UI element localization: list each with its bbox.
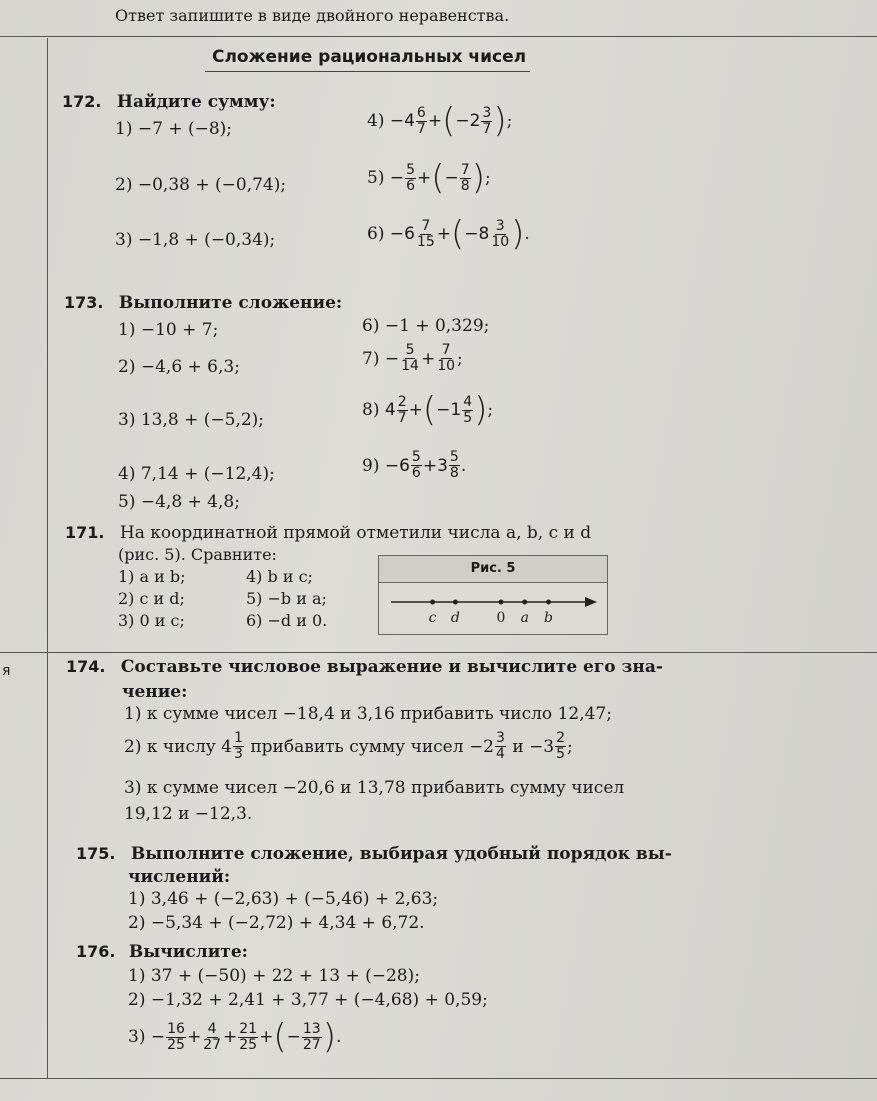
section-title-underline — [205, 71, 530, 72]
item-174-2: 2) к числу 4 $\frac{1}{3}$ прибавить сумму чисел −2 $\frac{3}{4}$ и −3 $\frac{2}{5}$ ; — [124, 730, 573, 762]
item-175-1: 1) 3,46 + (−2,63) + (−5,46) + 2,63; — [128, 889, 439, 909]
exercise-number: 172. — [62, 92, 102, 111]
exercise-176 — [76, 942, 248, 962]
fraction: $\frac{16}{25}$ — [167, 1020, 185, 1053]
fraction: $\frac{5}{8}$ — [449, 449, 459, 481]
item-175-2: 2) −5,34 + (−2,72) + 4,34 + 6,72. — [128, 913, 425, 933]
number-line-point — [430, 600, 435, 605]
exercise-175 — [76, 844, 672, 864]
item-173-5: 5) −4,8 + 4,8; — [118, 492, 240, 512]
exercise-number: 175. — [76, 844, 116, 863]
exercise-prompt: На координатной прямой отметили числа a, b, c и d — [119, 523, 592, 543]
number-line-label: c — [428, 610, 437, 626]
exercise-172 — [62, 92, 276, 112]
exercise-prompt: Вычислите: — [128, 942, 248, 962]
item-172-2: 2) −0,38 + (−0,74); — [115, 175, 287, 195]
fraction: $\frac{4}{5}$ — [463, 393, 473, 426]
fraction: $\frac{7}{15}$ — [416, 217, 435, 250]
item-171-4: 4) b и c; — [246, 567, 313, 586]
number-line-label: a — [520, 610, 529, 626]
exercise-number: 171. — [65, 523, 105, 542]
fraction: $\frac{3}{4}$ — [496, 730, 505, 762]
fraction: $\frac{4}{27}$ — [203, 1020, 222, 1053]
item-172-4: 4) −4 $\frac{6}{7}$ + ( −2 $\frac{3}{7}$ ) ; — [367, 101, 513, 141]
fraction: $\frac{5}{6}$ — [411, 449, 421, 481]
exercise-171 — [65, 523, 591, 543]
item-173-1: 1) −10 + 7; — [118, 320, 219, 340]
number-line-point — [453, 600, 458, 605]
figure-title: Рис. 5 — [379, 556, 607, 583]
fraction: $\frac{13}{27}$ — [302, 1020, 321, 1053]
exercise-number: 173. — [64, 293, 104, 312]
item-174-1: 1) к сумме чисел −18,4 и 3,16 прибавить число 12,47; — [124, 704, 612, 724]
figure-5 — [378, 555, 608, 635]
item-173-7: 7) − $\frac{5}{14}$ + $\frac{7}{10}$ ; — [362, 342, 463, 374]
exercise-prompt-cont: чение: — [122, 682, 188, 702]
item-173-9: 9) −6 $\frac{5}{6}$ + 3 $\frac{5}{8}$ . — [362, 449, 467, 481]
item-171-2: 2) c и d; — [118, 589, 185, 608]
item-173-3: 3) 13,8 + (−5,2); — [118, 410, 265, 430]
item-172-6: 6) −6 $\frac{7}{15}$ + ( −8 $\frac{3}{10}$ ) . — [367, 214, 530, 254]
fraction: $\frac{2}{5}$ — [556, 730, 566, 762]
margin-line — [47, 38, 48, 1078]
item-176-3: 3) − $\frac{16}{25}$ + $\frac{4}{27}$ + $\frac{21}{25}$ + ( − $\frac{13}{27}$ ) . — [128, 1017, 342, 1057]
item-171-3: 3) 0 и c; — [118, 611, 185, 630]
item-174-3: 3) к сумме чисел −20,6 и 13,78 прибавить сумму чисел — [124, 778, 625, 798]
item-176-2: 2) −1,32 + 2,41 + 3,77 + (−4,68) + 0,59; — [128, 990, 488, 1010]
number-line-label: d — [450, 610, 460, 626]
arrow-icon — [585, 597, 597, 607]
exercise-number: 176. — [76, 942, 116, 961]
exercise-173 — [64, 293, 342, 313]
section-divider — [0, 652, 877, 653]
fraction: $\frac{5}{6}$ — [406, 161, 416, 194]
fraction: $\frac{21}{25}$ — [239, 1020, 258, 1053]
fraction: $\frac{2}{7}$ — [397, 393, 407, 426]
exercise-number: 174. — [66, 657, 106, 676]
item-172-5: 5) − $\frac{5}{6}$ + ( − $\frac{7}{8}$ ) ; — [367, 158, 491, 198]
item-173-6: 6) −1 + 0,329; — [362, 316, 490, 336]
exercise-prompt-cont: (рис. 5). Сравните: — [118, 545, 277, 564]
item-173-2: 2) −4,6 + 6,3; — [118, 357, 240, 377]
top-rule — [0, 36, 877, 37]
exercise-prompt: Выполните сложение: — [118, 293, 343, 313]
item-173-4: 4) 7,14 + (−12,4); — [118, 464, 275, 484]
section-title: Сложение рациональных чисел — [212, 47, 527, 67]
item-173-8: 8) 4 $\frac{2}{7}$ + ( −1 $\frac{4}{5}$ ) ; — [362, 390, 494, 430]
exercise-prompt: Составьте числовое выражение и вычислите его зна- — [120, 657, 663, 677]
top-note: Ответ запишите в виде двойного неравенства. — [115, 6, 510, 25]
number-line-point — [522, 600, 527, 605]
item-172-1: 1) −7 + (−8); — [115, 119, 233, 139]
exercise-prompt-cont: числений: — [128, 867, 231, 887]
fraction: $\frac{1}{3}$ — [234, 730, 243, 762]
fraction: $\frac{5}{14}$ — [401, 342, 419, 374]
exercise-174 — [66, 657, 663, 677]
fraction: $\frac{6}{7}$ — [416, 104, 426, 137]
number-line-label: 0 — [496, 610, 506, 626]
item-176-1: 1) 37 + (−50) + 22 + 13 + (−28); — [128, 966, 420, 986]
bottom-rule — [0, 1078, 877, 1079]
item-174-3-cont: 19,12 и −12,3. — [124, 804, 253, 824]
number-line-point — [499, 600, 504, 605]
item-171-6: 6) −d и 0. — [246, 611, 328, 630]
item-171-1: 1) a и b; — [118, 567, 186, 586]
exercise-prompt: Найдите сумму: — [116, 92, 276, 112]
item-171-5: 5) −b и a; — [246, 589, 327, 608]
fraction: $\frac{7}{8}$ — [460, 161, 470, 194]
side-mark: я — [2, 663, 11, 679]
fraction: $\frac{7}{10}$ — [437, 342, 456, 374]
fraction: $\frac{3}{7}$ — [482, 104, 492, 137]
number-line-point — [546, 600, 551, 605]
item-172-3: 3) −1,8 + (−0,34); — [115, 230, 276, 250]
number-line — [379, 582, 607, 634]
number-line-label: b — [544, 610, 553, 626]
exercise-prompt: Выполните сложение, выбирая удобный порядок вы- — [130, 844, 672, 864]
fraction: $\frac{3}{10}$ — [491, 217, 510, 250]
